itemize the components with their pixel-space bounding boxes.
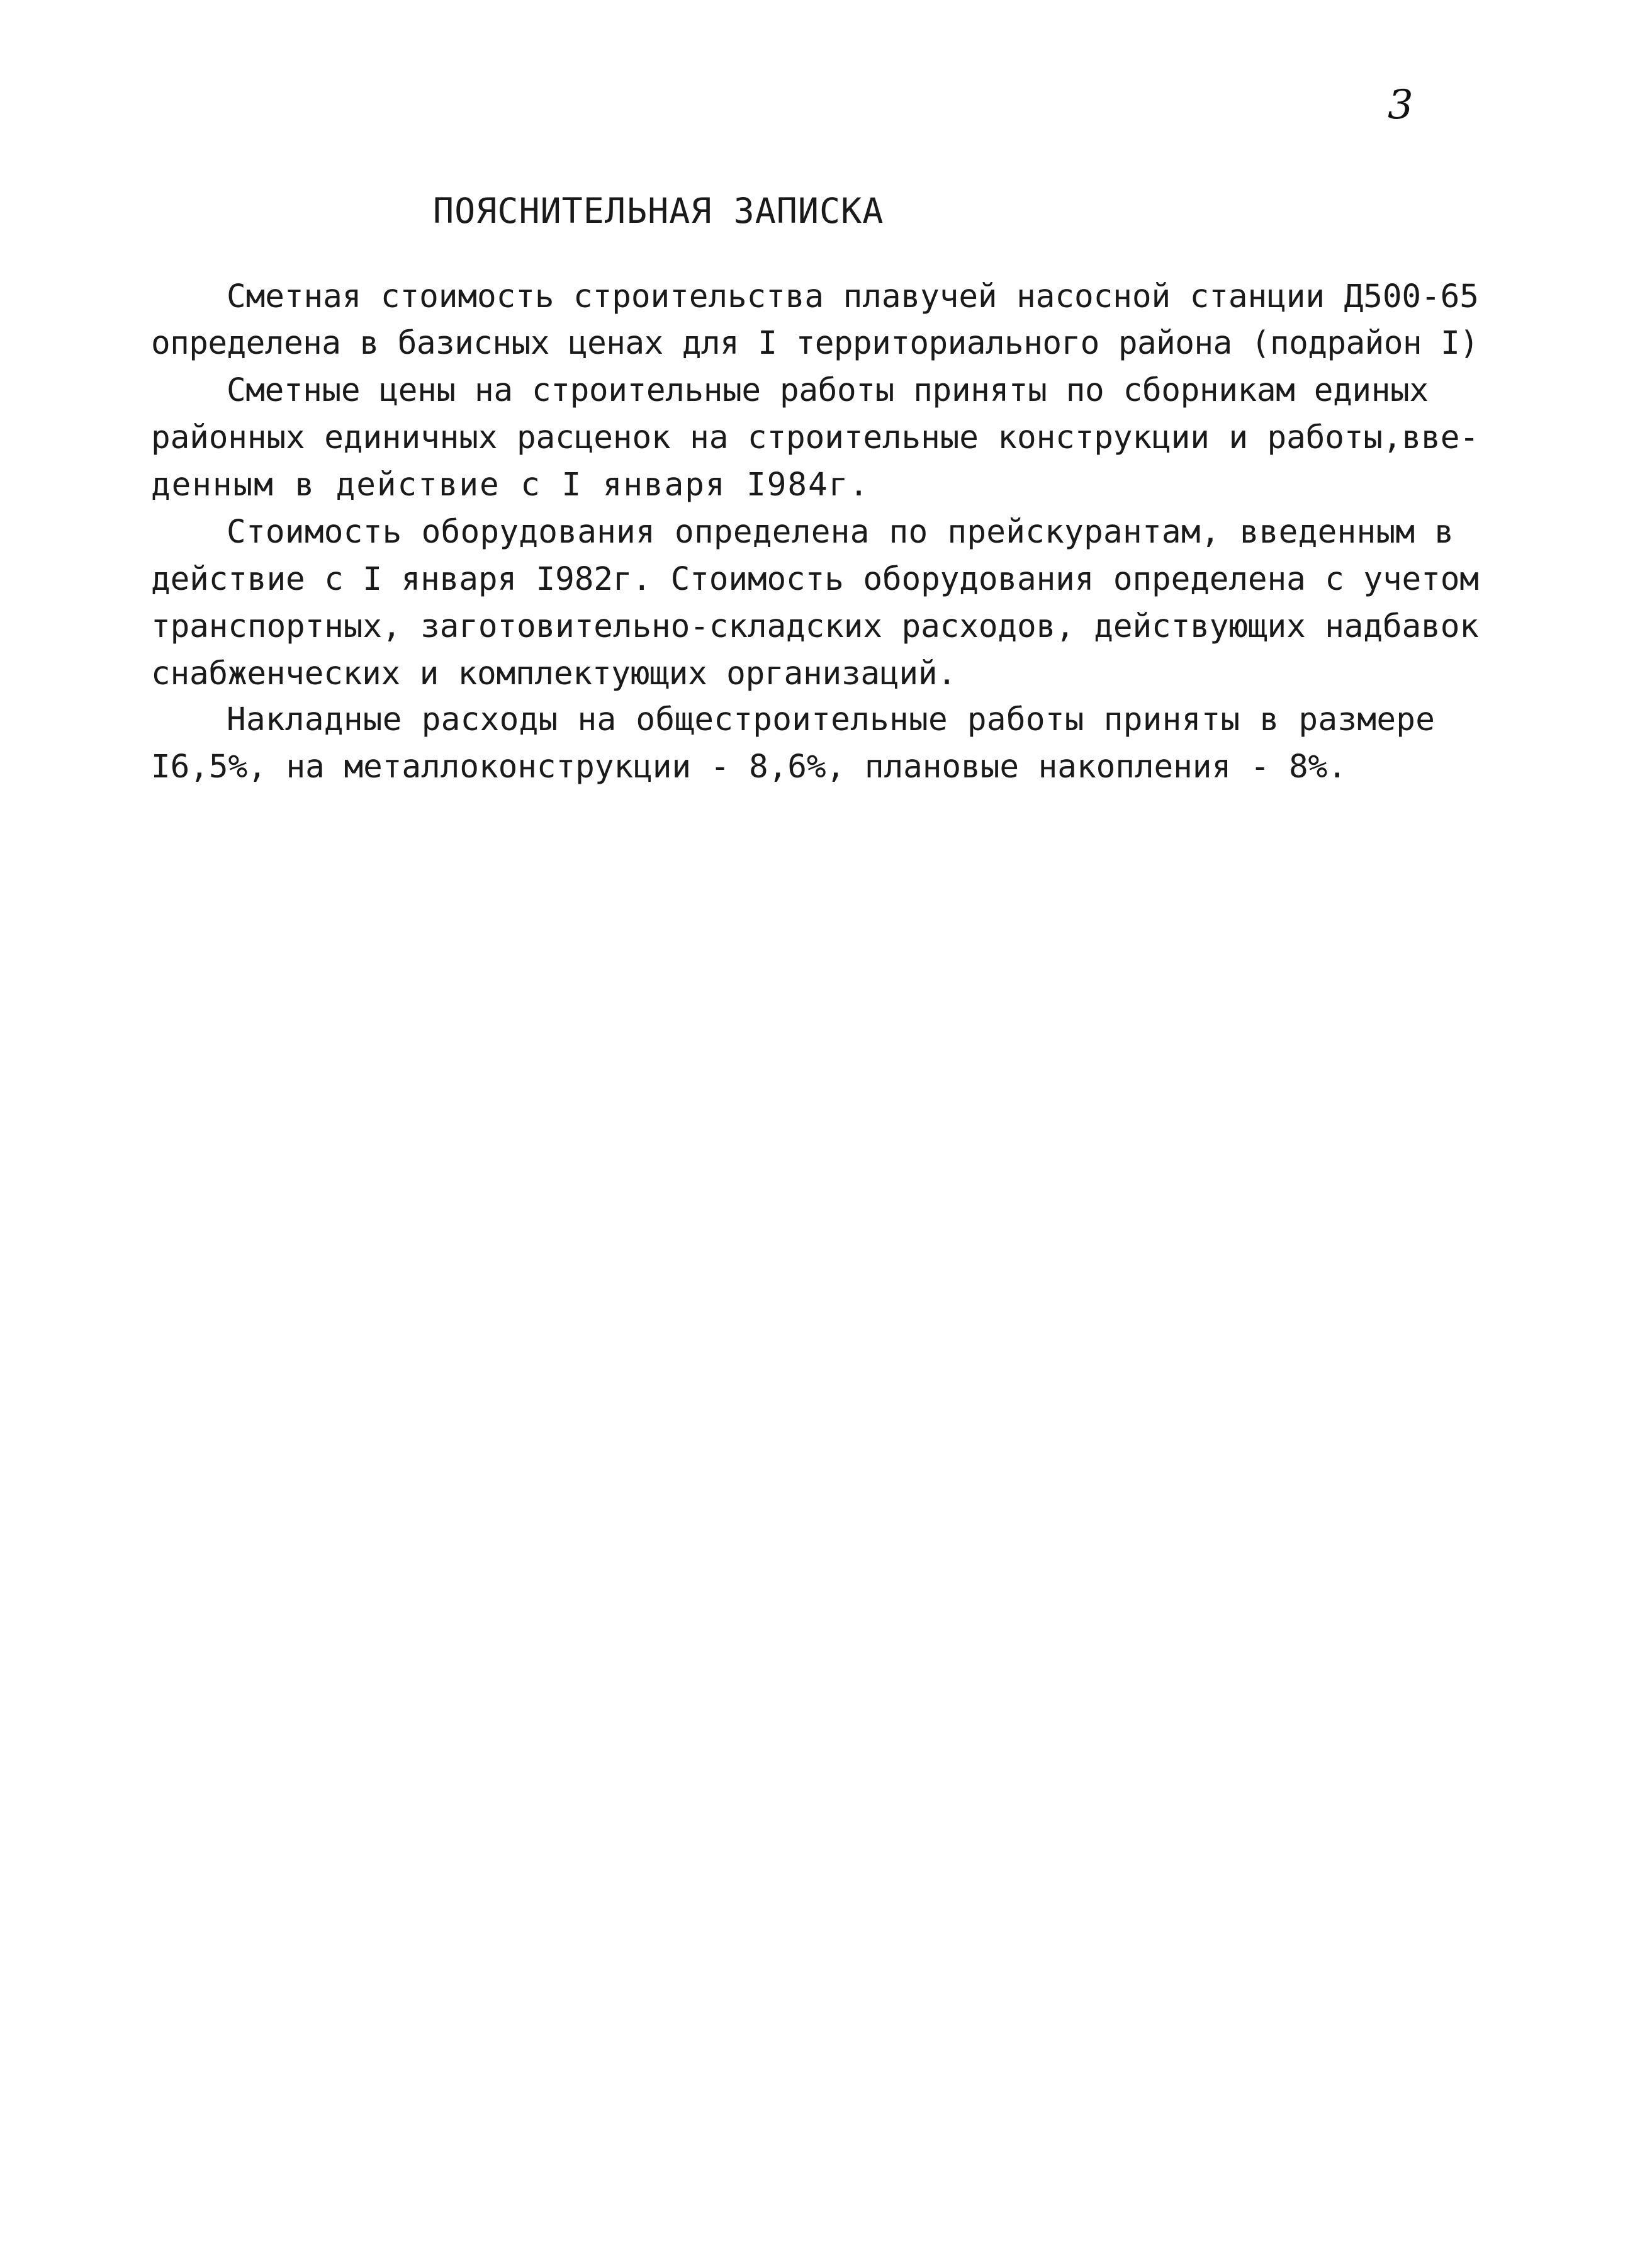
text-line: определена в базисных ценах для I территориального района (подрайон I) [151,325,1479,362]
text-line: Сметная стоимость строительства плавучей насосной станции Д500-65 [227,278,1479,315]
document-title: ПОЯСНИТЕЛЬНАЯ ЗАПИСКА [433,191,884,231]
text-line: снабженческих и комплектующих организаций. [151,655,957,692]
text-line: действие с I января I982г. Стоимость оборудования определена с учетом [151,561,1479,598]
text-line: денным в действие с I января I984г. [151,466,870,504]
text-line: Стоимость оборудования определена по прейскурантам, введенным в [227,514,1454,551]
text-line: районных единичных расценок на строительные конструкции и работы,вве- [151,419,1479,456]
text-line: Накладные расходы на общестроительные работы приняты в размере [227,701,1436,738]
text-line: транспортных, заготовительно-складских расходов, действующих надбавок [151,608,1479,645]
text-line: I6,5%, на металлоконструкции - 8,6%, плановые накопления - 8%. [151,748,1347,786]
text-line: Сметные цены на строительные работы приняты по сборникам единых [227,372,1429,409]
page-number: 3 [1388,82,1413,128]
